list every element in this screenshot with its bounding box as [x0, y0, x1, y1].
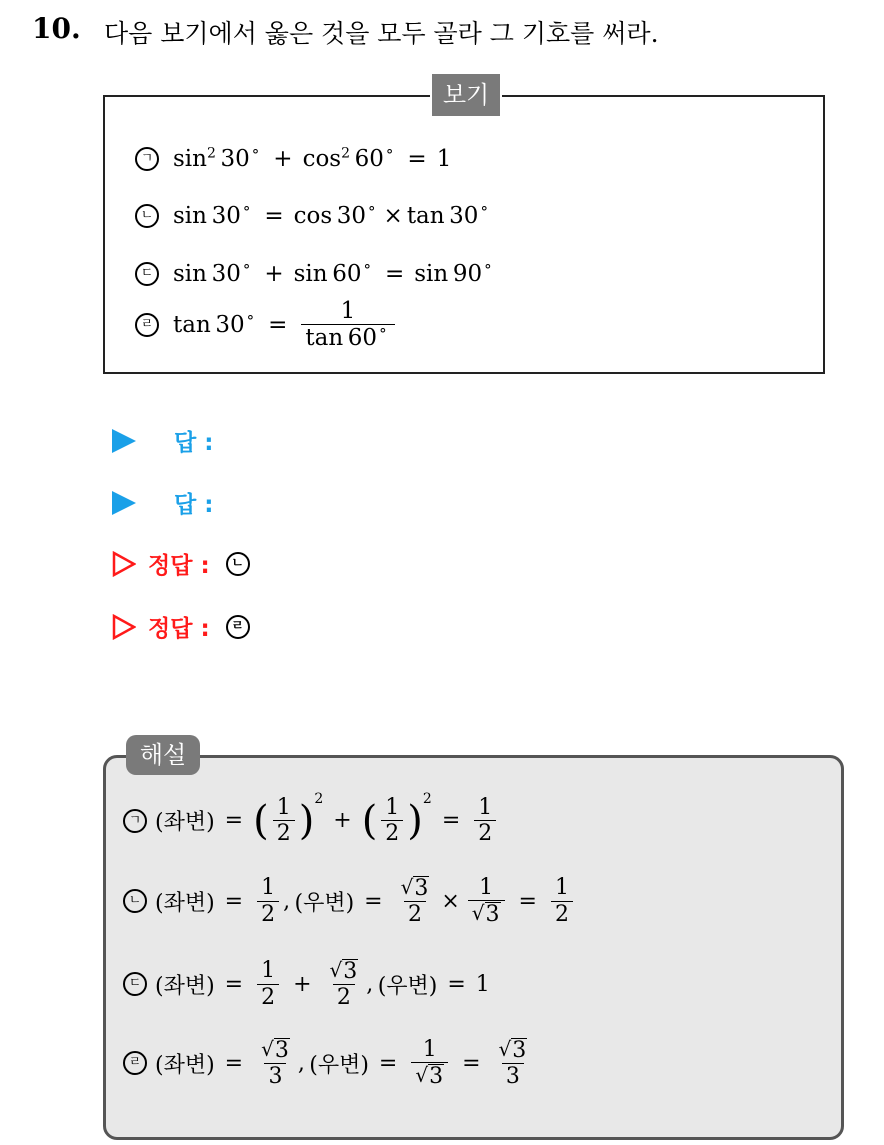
play-arrow-icon	[112, 491, 136, 515]
correct-answer-line-1	[112, 547, 264, 580]
marker-digeut: ㄷ	[135, 262, 159, 286]
correct-answer-label: 정답 :	[148, 553, 210, 579]
explanation-line-1: ㄱ (좌변) = ( $\frac{1}{2}$ ) 2 + ( $\frac{1}{2}$ ) 2 = $\frac{1}{2}$	[123, 795, 500, 847]
bogi-label: 보기	[430, 74, 502, 116]
correct-answer-line-2	[112, 610, 264, 643]
explanation-line-4: ㄹ (좌변) = √ 3 3 , (우변) = 1 √ 3 = √ 3 3	[123, 1037, 535, 1089]
answer-line-1	[112, 424, 213, 457]
outline-triangle-icon	[112, 551, 136, 577]
marker-nieun: ㄴ	[135, 204, 159, 228]
play-arrow-icon	[112, 429, 136, 453]
answer-label: 답 :	[174, 430, 214, 456]
marker-giyeok: ㄱ	[135, 147, 159, 171]
question-number: 10.	[32, 12, 81, 45]
answer-label: 답 :	[174, 492, 214, 518]
answer-line-2	[112, 486, 213, 519]
question-text: 다음 보기에서 옳은 것을 모두 골라 그 기호를 써라.	[104, 19, 659, 48]
outline-triangle-icon	[112, 614, 136, 640]
correct-answer-label: 정답 :	[148, 616, 210, 642]
explanation-label: 해설	[126, 735, 200, 775]
correct-answer-marker: ㄴ	[226, 552, 250, 576]
explanation-line-2: ㄴ (좌변) = $\frac{1}{2}$ , (우변) = √ 3 2 × 1 √ 3 = $\frac{1}{2}$	[123, 875, 577, 927]
bogi-item-1: ㄱ $\sin^2 30$ ° + $\cos^2 60$ ° = 1	[135, 146, 451, 172]
bogi-item-4: ㄹ tan 30 ° = $\frac{1}{\tan 60 ^\circ}$	[135, 298, 399, 352]
marker-rieul: ㄹ	[135, 313, 159, 337]
correct-answer-marker: ㄹ	[226, 615, 250, 639]
bogi-item-2: ㄴ sin 30 ° = cos 30 ° × tan 30 °	[135, 203, 492, 229]
bogi-item-3: ㄷ sin 30 ° + sin 60 ° = sin 90 °	[135, 261, 496, 287]
explanation-line-3: ㄷ (좌변) = $\frac{1}{2}$ + √ 3 2 , (우변) = 1	[123, 958, 490, 1010]
